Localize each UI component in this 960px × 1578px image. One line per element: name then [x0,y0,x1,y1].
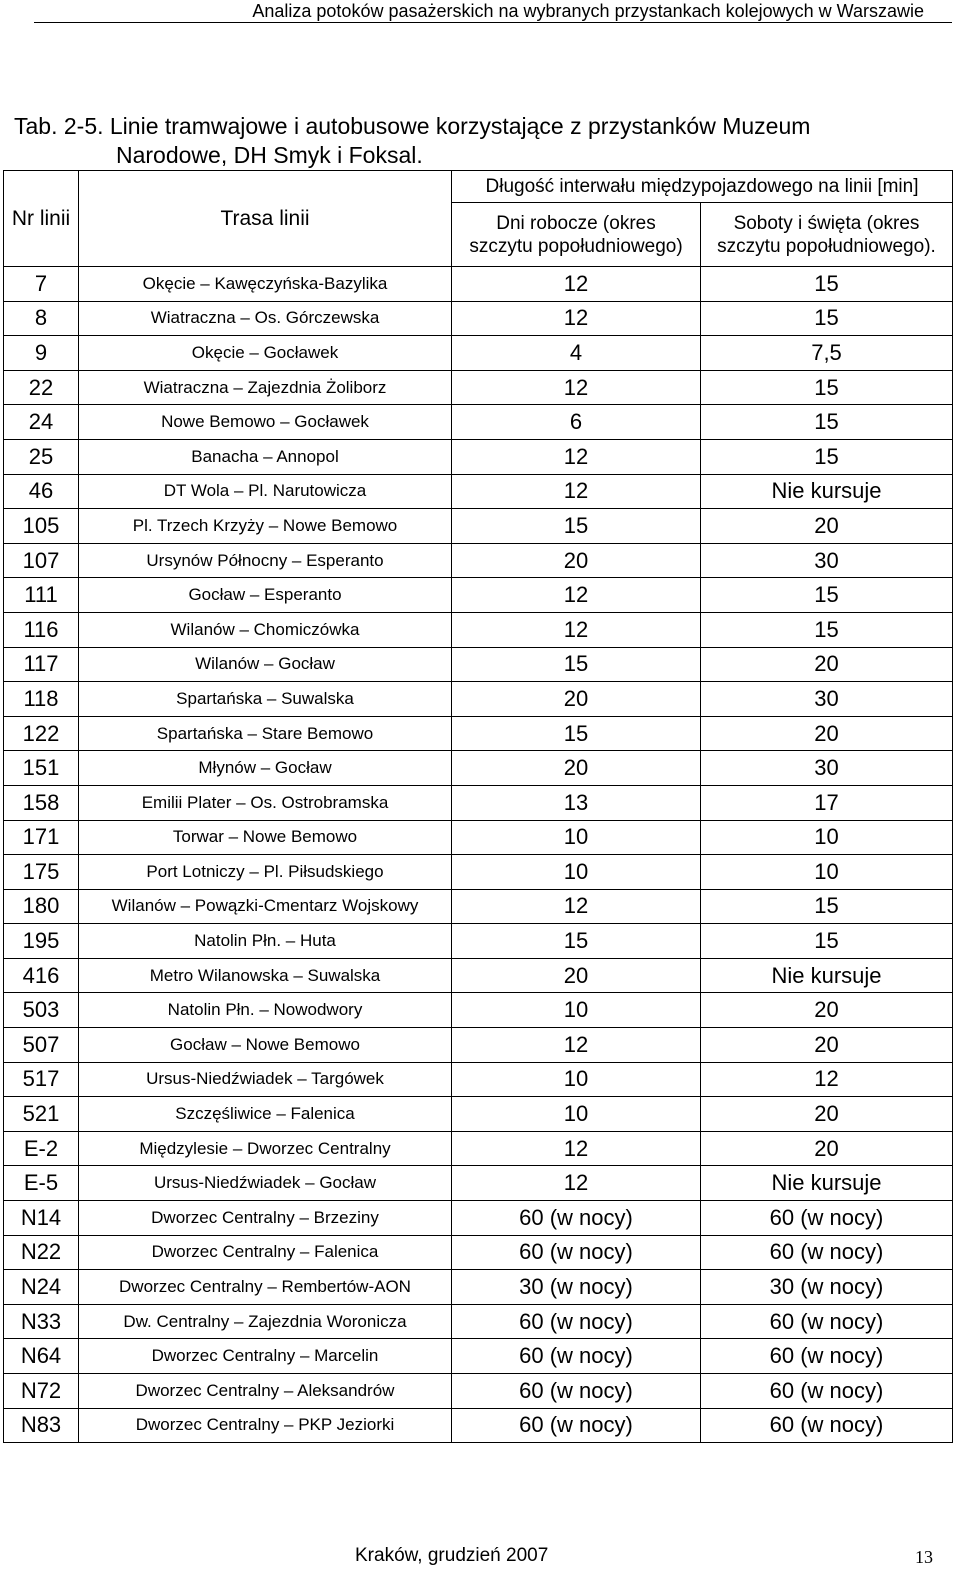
cell-weekday-interval: 12 [452,1028,701,1063]
cell-weekday-interval: 12 [452,370,701,405]
cell-line-number: 22 [4,370,79,405]
cell-line-number: 180 [4,889,79,924]
cell-route: Banacha – Annopol [79,439,452,474]
table-row [4,439,953,474]
cell-route: DT Wola – Pl. Narutowicza [79,474,452,509]
cell-route: Spartańska – Stare Bemowo [79,716,452,751]
cell-weekday-interval: 60 (w nocy) [452,1304,701,1339]
cell-weekend-interval: 15 [701,612,953,647]
cell-line-number: E-5 [4,1166,79,1201]
cell-weekend-interval: 60 (w nocy) [701,1201,953,1236]
cell-route: Ursynów Północny – Esperanto [79,543,452,578]
table-row [4,647,953,682]
cell-weekday-interval: 12 [452,474,701,509]
cell-route: Wiatraczna – Zajezdnia Żoliborz [79,370,452,405]
cell-route: Natolin Płn. – Huta [79,924,452,959]
cell-weekend-interval: 15 [701,267,953,302]
cell-weekend-interval: 20 [701,509,953,544]
table-row [4,889,953,924]
cell-line-number: N33 [4,1304,79,1339]
cell-line-number: 7 [4,267,79,302]
cell-line-number: E-2 [4,1131,79,1166]
cell-weekend-interval: 10 [701,855,953,890]
cell-route: Nowe Bemowo – Gocławek [79,405,452,440]
cell-weekday-interval: 20 [452,958,701,993]
table-row [4,924,953,959]
table-row [4,405,953,440]
table-caption [14,112,914,170]
table-row [4,1235,953,1270]
table-row [4,1028,953,1063]
cell-line-number: 175 [4,855,79,890]
cell-weekday-interval: 10 [452,855,701,890]
cell-weekday-interval: 12 [452,301,701,336]
cell-line-number: 158 [4,785,79,820]
header-weekday-line-2: szczytu popołudniowego) [469,235,683,257]
table-row [4,1374,953,1409]
cell-line-number: 46 [4,474,79,509]
cell-line-number: 116 [4,612,79,647]
table-row [4,682,953,717]
cell-weekend-interval: Nie kursuje [701,474,953,509]
header-weekday [452,203,701,267]
table-row [4,751,953,786]
cell-weekday-interval: 10 [452,993,701,1028]
table-row [4,509,953,544]
cell-weekday-interval: 12 [452,889,701,924]
cell-weekday-interval: 15 [452,924,701,959]
cell-weekday-interval: 4 [452,336,701,371]
cell-weekend-interval: 20 [701,716,953,751]
cell-route: Wilanów – Chomiczówka [79,612,452,647]
table-row [4,855,953,890]
table-row [4,785,953,820]
cell-weekend-interval: 15 [701,405,953,440]
cell-line-number: 107 [4,543,79,578]
cell-line-number: 503 [4,993,79,1028]
cell-route: Dworzec Centralny – Aleksandrów [79,1374,452,1409]
table-row [4,1131,953,1166]
table-row [4,1201,953,1236]
caption-line-2: Narodowe, DH Smyk i Foksal. [116,142,423,168]
table-row [4,1166,953,1201]
cell-route: Gocław – Esperanto [79,578,452,613]
cell-weekday-interval: 10 [452,1097,701,1132]
cell-line-number: 521 [4,1097,79,1132]
cell-weekday-interval: 12 [452,439,701,474]
cell-line-number: N83 [4,1408,79,1443]
cell-weekend-interval: 15 [701,439,953,474]
table-row [4,370,953,405]
header-rule [34,22,952,23]
header-nr-linii: Nr linii [4,171,79,267]
cell-line-number: 416 [4,958,79,993]
cell-weekend-interval: 60 (w nocy) [701,1304,953,1339]
cell-line-number: 105 [4,509,79,544]
cell-route: Torwar – Nowe Bemowo [79,820,452,855]
cell-route: Młynów – Gocław [79,751,452,786]
cell-weekday-interval: 15 [452,509,701,544]
table-row [4,578,953,613]
cell-weekend-interval: 20 [701,1097,953,1132]
cell-weekend-interval: 60 (w nocy) [701,1374,953,1409]
cell-weekday-interval: 60 (w nocy) [452,1408,701,1443]
table-row [4,267,953,302]
table-row [4,1062,953,1097]
cell-weekend-interval: Nie kursuje [701,1166,953,1201]
cell-weekday-interval: 15 [452,716,701,751]
cell-route: Wilanów – Powązki-Cmentarz Wojskowy [79,889,452,924]
footer-place-date: Kraków, grudzień 2007 [355,1545,549,1566]
cell-line-number: 24 [4,405,79,440]
cell-line-number: 25 [4,439,79,474]
cell-weekend-interval: 60 (w nocy) [701,1235,953,1270]
cell-weekend-interval: 20 [701,647,953,682]
cell-line-number: 151 [4,751,79,786]
table-row [4,958,953,993]
cell-route: Port Lotniczy – Pl. Piłsudskiego [79,855,452,890]
cell-line-number: N64 [4,1339,79,1374]
cell-route: Dworzec Centralny – PKP Jeziorki [79,1408,452,1443]
cell-route: Szczęśliwice – Falenica [79,1097,452,1132]
cell-line-number: 117 [4,647,79,682]
cell-weekday-interval: 10 [452,1062,701,1097]
cell-weekday-interval: 60 (w nocy) [452,1339,701,1374]
cell-weekend-interval: 15 [701,889,953,924]
header-weekend-line-2: szczytu popołudniowego). [717,235,936,257]
cell-weekday-interval: 12 [452,612,701,647]
table-body [4,267,953,1443]
table-row [4,1408,953,1443]
header-interval: Długość interwału międzypojazdowego na linii [min] [452,171,953,203]
table-row [4,1270,953,1305]
cell-line-number: N22 [4,1235,79,1270]
cell-weekend-interval: 60 (w nocy) [701,1408,953,1443]
table-row [4,301,953,336]
cell-weekend-interval: 30 [701,543,953,578]
cell-route: Pl. Trzech Krzyży – Nowe Bemowo [79,509,452,544]
cell-weekday-interval: 10 [452,820,701,855]
cell-line-number: 122 [4,716,79,751]
cell-weekend-interval: 12 [701,1062,953,1097]
cell-line-number: 118 [4,682,79,717]
cell-route: Wiatraczna – Os. Górczewska [79,301,452,336]
cell-weekday-interval: 12 [452,578,701,613]
cell-weekend-interval: 17 [701,785,953,820]
cell-line-number: 171 [4,820,79,855]
header-weekend [701,203,953,267]
table-row [4,1097,953,1132]
cell-weekday-interval: 15 [452,647,701,682]
table-row [4,1304,953,1339]
cell-weekday-interval: 20 [452,682,701,717]
cell-route: Gocław – Nowe Bemowo [79,1028,452,1063]
table-row [4,716,953,751]
cell-line-number: 195 [4,924,79,959]
table-row [4,543,953,578]
cell-weekend-interval: 20 [701,1028,953,1063]
lines-table [3,170,953,1443]
cell-weekend-interval: 10 [701,820,953,855]
cell-route: Natolin Płn. – Nowodwory [79,993,452,1028]
cell-route: Ursus-Niedźwiadek – Targówek [79,1062,452,1097]
cell-weekday-interval: 12 [452,1131,701,1166]
table-row [4,1339,953,1374]
cell-line-number: 9 [4,336,79,371]
table-row [4,993,953,1028]
cell-weekend-interval: 15 [701,301,953,336]
cell-weekend-interval: Nie kursuje [701,958,953,993]
cell-weekday-interval: 12 [452,1166,701,1201]
cell-route: Okęcie – Kawęczyńska-Bazylika [79,267,452,302]
cell-weekend-interval: 15 [701,370,953,405]
cell-route: Metro Wilanowska – Suwalska [79,958,452,993]
cell-line-number: 8 [4,301,79,336]
cell-route: Dworzec Centralny – Marcelin [79,1339,452,1374]
cell-route: Dworzec Centralny – Brzeziny [79,1201,452,1236]
cell-line-number: 507 [4,1028,79,1063]
header-weekend-line-1: Soboty i święta (okres [733,212,920,234]
cell-weekday-interval: 20 [452,751,701,786]
cell-route: Dworzec Centralny – Falenica [79,1235,452,1270]
cell-line-number: 111 [4,578,79,613]
running-header: Analiza potoków pasażerskich na wybranych przystankach kolejowych w Warszawie [252,1,924,21]
caption-line-1: Tab. 2-5. Linie tramwajowe i autobusowe korzystające z przystanków Muzeum [14,113,811,139]
cell-weekday-interval: 12 [452,267,701,302]
table-row [4,474,953,509]
cell-route: Emilii Plater – Os. Ostrobramska [79,785,452,820]
cell-weekday-interval: 20 [452,543,701,578]
header-trasa-linii: Trasa linii [79,171,452,267]
cell-route: Ursus-Niedźwiadek – Gocław [79,1166,452,1201]
cell-weekend-interval: 7,5 [701,336,953,371]
cell-weekend-interval: 20 [701,1131,953,1166]
cell-weekday-interval: 13 [452,785,701,820]
cell-route: Dworzec Centralny – Rembertów-AON [79,1270,452,1305]
cell-weekend-interval: 30 (w nocy) [701,1270,953,1305]
table-row [4,612,953,647]
cell-weekday-interval: 60 (w nocy) [452,1201,701,1236]
cell-weekend-interval: 15 [701,924,953,959]
header-weekday-line-1: Dni robocze (okres [496,212,656,234]
cell-weekend-interval: 30 [701,682,953,717]
page-number: 13 [915,1547,933,1567]
cell-line-number: N24 [4,1270,79,1305]
table-row [4,336,953,371]
cell-weekday-interval: 60 (w nocy) [452,1374,701,1409]
cell-line-number: N72 [4,1374,79,1409]
table-row [4,820,953,855]
cell-weekday-interval: 6 [452,405,701,440]
cell-route: Okęcie – Gocławek [79,336,452,371]
cell-route: Wilanów – Gocław [79,647,452,682]
cell-weekday-interval: 30 (w nocy) [452,1270,701,1305]
cell-line-number: N14 [4,1201,79,1236]
cell-route: Dw. Centralny – Zajezdnia Woronicza [79,1304,452,1339]
cell-weekend-interval: 30 [701,751,953,786]
cell-weekend-interval: 20 [701,993,953,1028]
cell-weekday-interval: 60 (w nocy) [452,1235,701,1270]
cell-route: Międzylesie – Dworzec Centralny [79,1131,452,1166]
cell-route: Spartańska – Suwalska [79,682,452,717]
cell-line-number: 517 [4,1062,79,1097]
cell-weekend-interval: 15 [701,578,953,613]
cell-weekend-interval: 60 (w nocy) [701,1339,953,1374]
